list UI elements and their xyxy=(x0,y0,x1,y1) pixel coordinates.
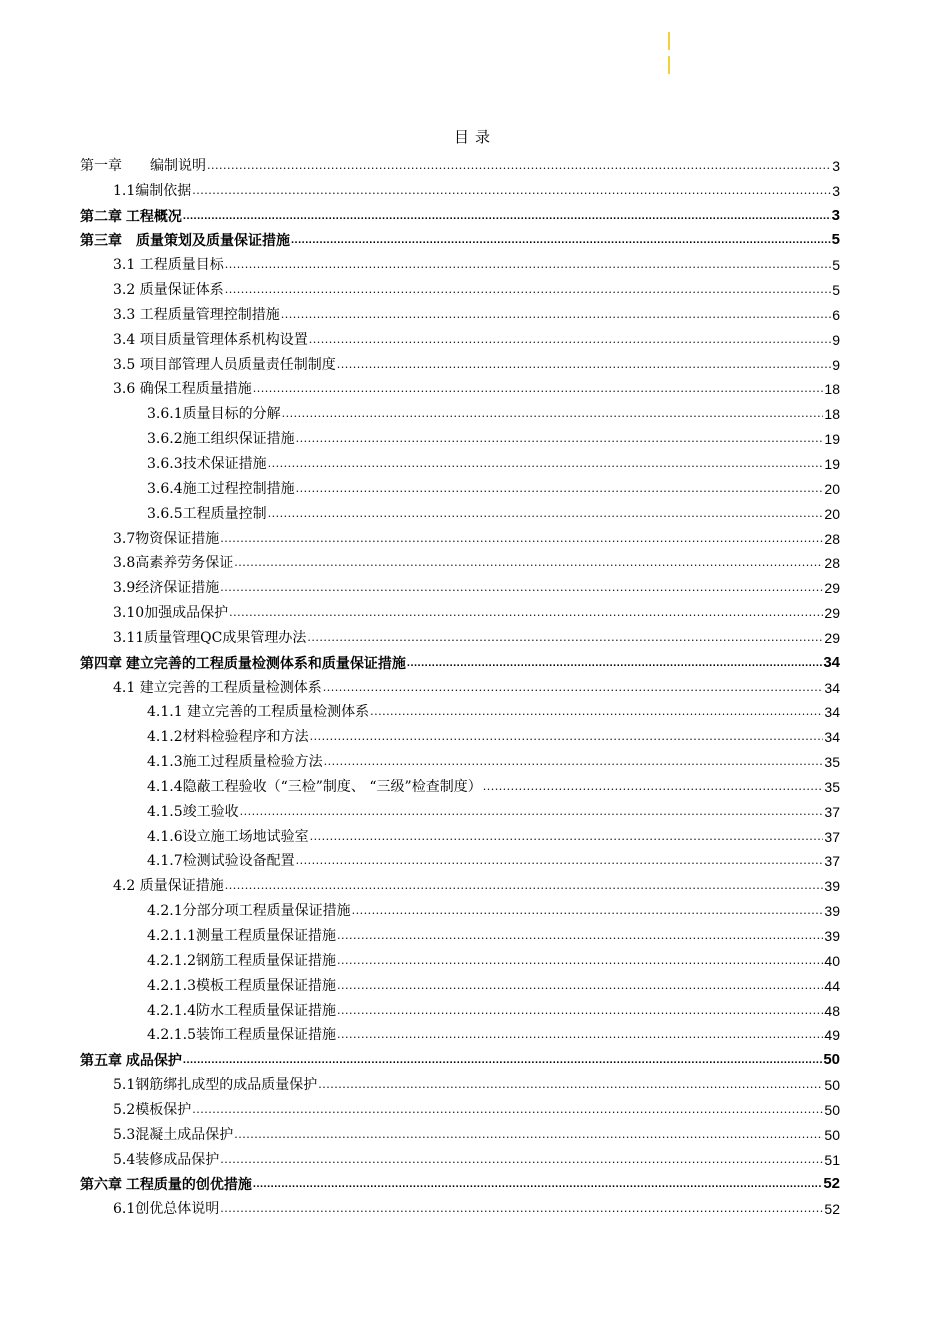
toc-entry-page: 50 xyxy=(824,1126,840,1143)
toc-entry-label: 3.6.3技术保证措施 xyxy=(147,455,267,472)
toc-entry-label: 3.6.1质量目标的分解 xyxy=(147,406,281,423)
toc-entry-label: 6.1创优总体说明 xyxy=(113,1201,220,1218)
toc-entry[interactable] xyxy=(80,473,840,498)
toc-entry-label: 第二章 工程概况 xyxy=(80,207,182,224)
toc-entry-label: 第三章 质量策划及质量保证措施 xyxy=(80,232,290,249)
toc-entry[interactable] xyxy=(80,995,840,1020)
toc-entry[interactable] xyxy=(80,1144,840,1169)
toc-entry-page: 9 xyxy=(832,331,840,348)
toc-entry-page: 3 xyxy=(831,206,840,224)
toc-entry[interactable] xyxy=(80,920,840,945)
toc-entry-label: 3.6.2施工组织保证措施 xyxy=(147,431,295,448)
dot-leader xyxy=(310,827,824,846)
toc-entry-label: 4.1.3施工过程质量检验方法 xyxy=(147,754,323,771)
toc-entry-page: 39 xyxy=(824,903,840,920)
dot-leader xyxy=(352,901,824,920)
toc-entry[interactable] xyxy=(80,721,840,746)
dot-leader xyxy=(183,1049,822,1069)
toc-entry[interactable] xyxy=(80,249,840,274)
dot-leader xyxy=(253,379,824,398)
toc-entry-label: 5.2模板保护 xyxy=(113,1101,192,1118)
toc-entry[interactable] xyxy=(80,423,840,448)
toc-entry[interactable] xyxy=(80,672,840,697)
toc-entry-page: 39 xyxy=(824,928,840,944)
dot-leader xyxy=(225,280,831,299)
toc-entry-page: 52 xyxy=(824,1201,840,1218)
toc-entry-label: 4.2.1.5装饰工程质量保证措施 xyxy=(147,1027,336,1044)
toc-entry-label: 3.1 工程质量目标 xyxy=(113,257,224,274)
toc-entry-page: 48 xyxy=(824,1002,840,1019)
dot-leader xyxy=(296,851,824,870)
toc-entry-label: 4.2.1分部分项工程质量保证措施 xyxy=(147,903,351,920)
toc-entry-label: 3.8高素养劳务保证 xyxy=(113,555,234,572)
dot-leader xyxy=(337,976,823,995)
toc-entry-label: 3.9经济保证措施 xyxy=(113,580,220,597)
toc-entry-page: 34 xyxy=(824,679,840,696)
toc-entry-page: 39 xyxy=(824,878,840,895)
dot-leader xyxy=(310,727,824,746)
table-of-contents xyxy=(80,150,840,1218)
dot-leader xyxy=(323,678,824,697)
dot-leader xyxy=(309,330,831,349)
dot-leader xyxy=(337,355,831,374)
toc-entry[interactable] xyxy=(80,572,840,597)
toc-entry-label: 4.1.4隐蔽工程验收（“三检”制度、 “三级”检查制度） xyxy=(147,778,482,795)
toc-entry-page: 19 xyxy=(824,431,840,448)
toc-entry-label: 5.3混凝土成品保护 xyxy=(113,1126,234,1143)
dot-leader xyxy=(337,926,823,945)
toc-entry[interactable] xyxy=(80,225,840,250)
toc-entry-label: 4.1.1 建立完善的工程质量检测体系 xyxy=(147,704,370,721)
toc-entry[interactable] xyxy=(80,398,840,423)
toc-entry-page: 50 xyxy=(824,1101,840,1118)
toc-entry[interactable] xyxy=(80,945,840,970)
toc-entry-page: 50 xyxy=(823,1051,840,1069)
toc-entry-label: 3.10加强成品保护 xyxy=(113,605,229,622)
toc-entry-label: 4.1.2材料检验程序和方法 xyxy=(147,729,309,746)
toc-entry-label: 第五章 成品保护 xyxy=(80,1052,182,1069)
dot-leader xyxy=(234,553,823,572)
toc-entry-label: 4.2.1.1测量工程质量保证措施 xyxy=(147,928,336,944)
toc-entry[interactable] xyxy=(80,299,840,324)
toc-entry-label: 3.5 项目部管理人员质量责任制制度 xyxy=(113,356,336,373)
toc-entry-page: 50 xyxy=(824,1077,840,1094)
toc-entry[interactable] xyxy=(80,349,840,374)
dot-leader xyxy=(337,951,823,970)
toc-entry[interactable] xyxy=(80,498,840,523)
toc-entry[interactable] xyxy=(80,746,840,771)
toc-entry-label: 3.6 确保工程质量措施 xyxy=(113,381,252,398)
toc-entry-page: 52 xyxy=(823,1175,840,1193)
dot-leader xyxy=(253,1173,822,1193)
toc-entry[interactable] xyxy=(80,324,840,349)
toc-entry[interactable] xyxy=(80,274,840,299)
toc-entry-page: 5 xyxy=(832,257,840,274)
dot-leader xyxy=(281,305,831,324)
toc-entry-page: 37 xyxy=(824,803,840,820)
toc-entry-page: 34 xyxy=(824,704,840,721)
toc-entry[interactable] xyxy=(80,1169,840,1194)
dot-leader xyxy=(296,479,824,498)
toc-entry-label: 4.1.5竣工验收 xyxy=(147,803,239,820)
highlight-mark xyxy=(668,32,670,50)
toc-entry-page: 44 xyxy=(824,977,840,994)
dot-leader xyxy=(370,702,823,721)
dot-leader xyxy=(192,181,831,200)
toc-entry-page: 35 xyxy=(824,754,840,771)
toc-entry-label: 第四章 建立完善的工程质量检测体系和质量保证措施 xyxy=(80,654,406,671)
toc-entry[interactable] xyxy=(80,1119,840,1144)
toc-entry-label: 5.4装修成品保护 xyxy=(113,1151,220,1168)
dot-leader xyxy=(291,229,831,249)
toc-entry-label: 4.2 质量保证措施 xyxy=(113,878,224,895)
toc-entry[interactable] xyxy=(80,1094,840,1119)
dot-leader xyxy=(225,876,824,895)
dot-leader xyxy=(220,529,823,548)
dot-leader xyxy=(240,802,824,821)
dot-leader xyxy=(407,652,822,672)
dot-leader xyxy=(318,1075,823,1094)
dot-leader xyxy=(268,504,824,523)
toc-entry-label: 3.6.5工程质量控制 xyxy=(147,505,267,522)
toc-entry-page: 37 xyxy=(824,828,840,845)
toc-entry-label: 4.1.6设立施工场地试验室 xyxy=(147,828,309,845)
toc-entry-page: 29 xyxy=(824,629,840,646)
toc-entry-label: 第六章 工程质量的创优措施 xyxy=(80,1176,252,1193)
toc-entry-page: 3 xyxy=(832,157,840,174)
toc-entry[interactable] xyxy=(80,523,840,548)
toc-entry[interactable] xyxy=(80,1193,840,1218)
toc-entry-page: 19 xyxy=(824,455,840,472)
toc-entry-page: 37 xyxy=(824,853,840,870)
toc-entry-page: 18 xyxy=(824,381,840,398)
toc-entry-label: 4.1 建立完善的工程质量检测体系 xyxy=(113,679,322,696)
toc-entry-label: 3.6.4施工过程控制措施 xyxy=(147,480,295,497)
dot-leader xyxy=(296,429,824,448)
toc-entry-page: 34 xyxy=(823,653,840,671)
toc-entry-label: 3.11质量管理QC成果管理办法 xyxy=(113,629,307,646)
dot-leader xyxy=(220,1199,823,1218)
toc-entry[interactable] xyxy=(80,970,840,995)
toc-entry-label: 3.4 项目质量管理体系机构设置 xyxy=(113,331,308,348)
highlight-mark xyxy=(668,56,670,74)
toc-entry[interactable] xyxy=(80,870,840,895)
dot-leader xyxy=(307,628,823,647)
toc-entry[interactable] xyxy=(80,771,840,796)
toc-entry[interactable] xyxy=(80,374,840,399)
dot-leader xyxy=(220,1150,823,1169)
toc-entry-label: 4.2.1.2钢筋工程质量保证措施 xyxy=(147,952,336,969)
dot-leader xyxy=(337,1001,823,1020)
toc-entry[interactable] xyxy=(80,548,840,573)
toc-entry[interactable] xyxy=(80,1044,840,1069)
toc-entry-page: 28 xyxy=(824,555,840,572)
toc-entry-page: 49 xyxy=(824,1027,840,1044)
toc-entry-page: 20 xyxy=(824,505,840,522)
toc-entry-label: 5.1钢筋绑扎成型的成品质量保护 xyxy=(113,1077,318,1094)
toc-entry[interactable] xyxy=(80,697,840,722)
dot-leader xyxy=(183,205,831,225)
dot-leader xyxy=(207,156,831,175)
dot-leader xyxy=(220,578,823,597)
toc-entry-page: 29 xyxy=(824,580,840,597)
toc-entry-label: 3.2 质量保证体系 xyxy=(113,282,224,299)
toc-entry[interactable] xyxy=(80,846,840,871)
toc-entry[interactable] xyxy=(80,622,840,647)
toc-entry[interactable] xyxy=(80,1069,840,1094)
toc-entry-page: 9 xyxy=(832,356,840,373)
toc-entry-label: 4.2.1.4防水工程质量保证措施 xyxy=(147,1002,336,1019)
dot-leader xyxy=(483,777,824,796)
dot-leader xyxy=(268,454,824,473)
toc-entry-label: 3.3 工程质量管理控制措施 xyxy=(113,306,280,323)
toc-entry[interactable] xyxy=(80,597,840,622)
dot-leader xyxy=(225,255,831,274)
toc-entry-page: 28 xyxy=(824,530,840,547)
toc-entry-page: 35 xyxy=(824,778,840,795)
dot-leader xyxy=(337,1025,823,1044)
toc-entry[interactable] xyxy=(80,821,840,846)
toc-entry-label: 4.1.7检测试验设备配置 xyxy=(147,853,295,870)
toc-entry-page: 3 xyxy=(832,182,840,199)
toc-entry[interactable] xyxy=(80,150,840,175)
toc-entry[interactable] xyxy=(80,448,840,473)
toc-entry-page: 20 xyxy=(824,480,840,497)
toc-entry[interactable] xyxy=(80,895,840,920)
toc-entry[interactable] xyxy=(80,175,840,200)
dot-leader xyxy=(282,404,824,423)
toc-title: 目录 xyxy=(453,128,496,146)
toc-entry-page: 6 xyxy=(832,306,840,323)
toc-entry[interactable] xyxy=(80,796,840,821)
dot-leader xyxy=(192,1100,823,1119)
dot-leader xyxy=(229,603,823,622)
toc-entry[interactable] xyxy=(80,647,840,672)
toc-entry-page: 51 xyxy=(824,1151,840,1168)
toc-entry[interactable] xyxy=(80,200,840,225)
dot-leader xyxy=(234,1125,823,1144)
dot-leader xyxy=(324,752,824,771)
toc-entry-page: 29 xyxy=(824,605,840,622)
toc-entry-page: 5 xyxy=(831,231,840,249)
toc-entry-label: 3.7物资保证措施 xyxy=(113,530,220,547)
toc-entry[interactable] xyxy=(80,1020,840,1045)
toc-entry-page: 40 xyxy=(824,952,840,969)
toc-entry-label: 4.2.1.3模板工程质量保证措施 xyxy=(147,977,336,994)
toc-entry-label: 1.1编制依据 xyxy=(113,182,192,199)
toc-entry-page: 18 xyxy=(824,406,840,423)
toc-entry-page: 34 xyxy=(824,729,840,746)
toc-entry-page: 5 xyxy=(832,282,840,299)
toc-entry-label: 第一章 编制说明 xyxy=(80,157,206,174)
